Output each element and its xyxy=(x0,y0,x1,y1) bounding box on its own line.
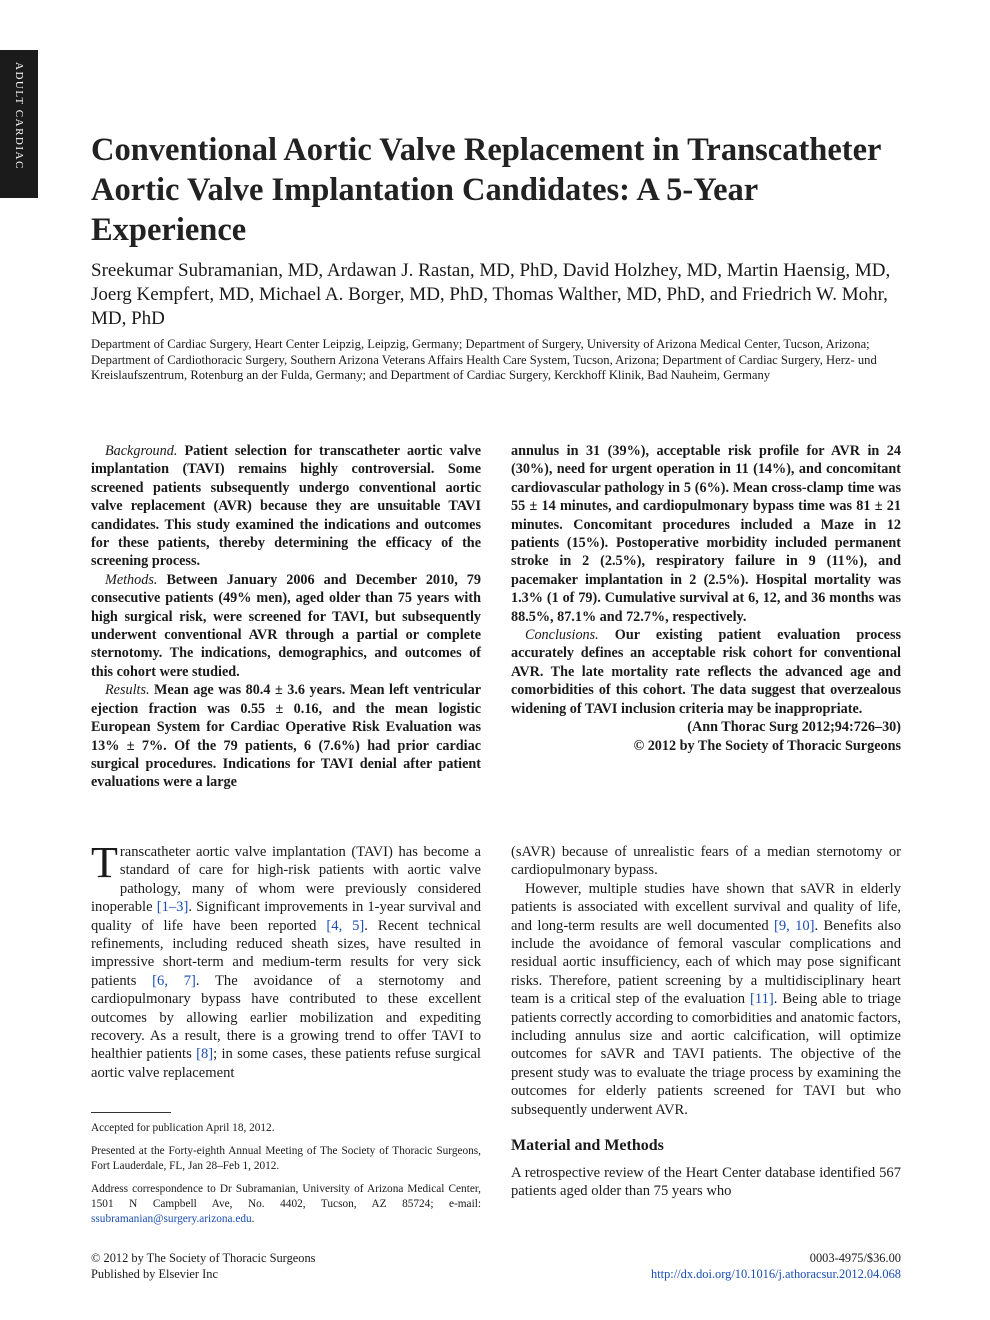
section-tab-label: ADULT CARDIAC xyxy=(13,62,25,170)
abstract-copyright: © 2012 by The Society of Thoracic Surgeons xyxy=(633,737,901,754)
reference-link[interactable]: [11] xyxy=(750,991,774,1008)
footnotes xyxy=(91,1112,481,1235)
abstract-right-column xyxy=(511,442,901,755)
abstract-results: Results. Mean age was 80.4 ± 3.6 years. Mean left ventricular ejection fraction was 0.55 ± 0.16, and the mean logistic European System for Cardiac Operative Risk Evaluation was 13% ± 7%. Of the 79 patients, 6 (7.6%) had prior cardiac surgical procedures. Indications for TAVI denial after patient evaluations were a large xyxy=(91,682,481,791)
section-heading: Material and Methods xyxy=(511,1137,664,1155)
abstract-background: Background. Patient selection for transcatheter aortic valve implantation (TAVI) remains highly controversial. Some screened patients subsequently undergo conventional aortic valve replacement (AVR) because they are unsuitable TAVI candidates. This study examined the indications and outcomes for these patients, thereby determining the efficacy of the screening process. xyxy=(91,443,481,570)
doi-link[interactable]: http://dx.doi.org/10.1016/j.athoracsur.2012.04.068 xyxy=(651,1266,901,1281)
conclusions-label: Conclusions. xyxy=(525,627,599,644)
email-link[interactable]: ssubramanian@surgery.arizona.edu xyxy=(91,1213,252,1225)
results-label: Results. xyxy=(105,682,150,699)
reference-link[interactable]: [4, 5] xyxy=(326,917,365,934)
reference-link[interactable]: [9, 10] xyxy=(773,917,815,934)
footer-issn: 0003-4975/$36.00 xyxy=(809,1251,901,1265)
footer-publisher: Published by Elsevier Inc xyxy=(91,1266,218,1281)
author-list: Sreekumar Subramanian, MD, Ardawan J. Rastan, MD, PhD, David Holzhey, MD, Martin Haensig, MD, Joerg Kempfert, MD, Michael A. Borger, MD, PhD, Thomas Walther, MD, PhD, and Friedrich W. Mohr, MD, PhD xyxy=(91,260,891,329)
body-right-column xyxy=(511,843,901,1200)
reference-link[interactable]: [1–3] xyxy=(156,899,189,916)
abstract-results-continued: annulus in 31 (39%), acceptable risk profile for AVR in 24 (30%), need for urgent operation in 11 (14%), and concomitant cardiovascular pathology in 5 (6%). Mean cross-clamp time was 55 ± 14 minutes, and cardiopulmonary bypass time was 81 ± 21 minutes. Concomitant procedures included a Maze in 12 patients (15%). Postoperative morbidity included permanent stroke in 2 (2.5%), respiratory failure in 9 (11%), and pacemaker implantation in 2 (2.5%). Hospital mortality was 1.3% (1 of 79). Cumulative survival at 6, 12, and 36 months was 88.5%, 87.1% and 72.7%, respectively. xyxy=(511,443,901,625)
reference-link[interactable]: [8] xyxy=(196,1046,214,1063)
footer-copyright: © 2012 by The Society of Thoracic Surgeons xyxy=(91,1251,316,1265)
footer-left xyxy=(91,1251,316,1282)
abstract-conclusions: Conclusions. Our existing patient evaluation process accurately defines an acceptable risk cohort for conventional AVR. The late mortality rate reflects the advanced age and comorbidities of this cohort. The data suggest that overzealous widening of TAVI inclusion criteria may be inappropriate. xyxy=(511,627,901,717)
background-label: Background. xyxy=(105,443,178,459)
accepted-note: Accepted for publication April 18, 2012. xyxy=(91,1122,275,1134)
affiliations: Department of Cardiac Surgery, Heart Center Leipzig, Leipzig, Germany; Department of Surgery, University of Arizona Medical Center, Tucson, Arizona; Department of Cardiothoracic Surgery, Southern Arizona Veterans Affairs Health Care System, Tucson, Arizona; Department of Cardiac Surgery, Herz- und Kreislaufszentrum, Rotenburg an der Fulda, Germany; and Department of Cardiac Surgery, Kerckhoff Klinik, Bad Nauheim, Germany xyxy=(91,337,877,382)
drop-cap: T xyxy=(91,838,118,887)
intro-paragraph: Transcatheter aortic valve implantation (TAVI) has become a standard of care for high-risk patients with aortic valve pathology, many of whom were previously considered inoperable [1–3]. Significant improvements in 1-year survival and quality of life have been reported [4, 5]. Recent technical refinements, including reduced sheath sizes, have resulted in impressive short-term and medium-term results for very sick patients [6, 7]. The avoidance of a sternotomy and cardiopulmonary bypass have contributed to these excellent outcomes by allowing earlier mobilization and expediting recovery. As a result, there is a growing trend to offer TAVI to healthier patients [8]; in some cases, these patients refuse surgical aortic valve replacement xyxy=(91,838,481,1081)
methods-paragraph: A retrospective review of the Heart Center database identified 567 patients aged older than 75 years who xyxy=(511,1164,901,1199)
section-tab xyxy=(0,50,38,198)
intro-paragraph-continued: (sAVR) because of unrealistic fears of a median sternotomy or cardiopulmonary bypass. xyxy=(511,844,901,879)
presented-note: Presented at the Forty-eighth Annual Meeting of The Society of Thoracic Surgeons, Fort Lauderdale, FL, Jan 28–Feb 1, 2012. xyxy=(91,1145,481,1172)
second-paragraph: However, multiple studies have shown that sAVR in elderly patients is associated with excellent survival and quality of life, and long-term results are well documented [9, 10]. Benefits also include the avoidance of femoral vascular complications and residual aortic insufficiency, each of which may pose significant risks. Therefore, patient screening by a multidisciplinary heart team is a critical step of the evaluation [11]. Being able to triage patients correctly according to comorbidities and anatomic factors, including annulus size and aortic calcification, will optimize outcomes for sAVR and TAVI patients. The objective of the present study was to evaluate the triage process by examining the outcomes for elderly patients screened for TAVI but who subsequently underwent AVR. xyxy=(511,880,901,1118)
methods-label: Methods. xyxy=(105,571,158,588)
footnote-rule xyxy=(91,1112,171,1113)
abstract-citation: (Ann Thorac Surg 2012;94:726–30) xyxy=(687,719,901,736)
article-title: Conventional Aortic Valve Replacement in Transcatheter Aortic Valve Implantation Candidates: A 5-Year Experience xyxy=(91,132,881,248)
abstract-methods: Methods. Between January 2006 and December 2010, 79 consecutive patients (49% men), aged older than 75 years with high surgical risk, were screened for TAVI, but subsequently underwent conventional AVR through a partial or complete sternotomy. The indications, demographics, and outcomes of this cohort were studied. xyxy=(91,571,481,680)
abstract-left-column xyxy=(91,442,481,792)
correspondence-note: Address correspondence to Dr Subramanian, University of Arizona Medical Center, 1501 N Campbell Ave, No. 4402, Tucson, AZ 85724; e-mail: ssubramanian@surgery.arizona.edu. xyxy=(91,1183,481,1225)
body-left-column xyxy=(91,838,481,1082)
reference-link[interactable]: [6, 7] xyxy=(152,972,196,989)
footer-right xyxy=(560,1251,901,1282)
